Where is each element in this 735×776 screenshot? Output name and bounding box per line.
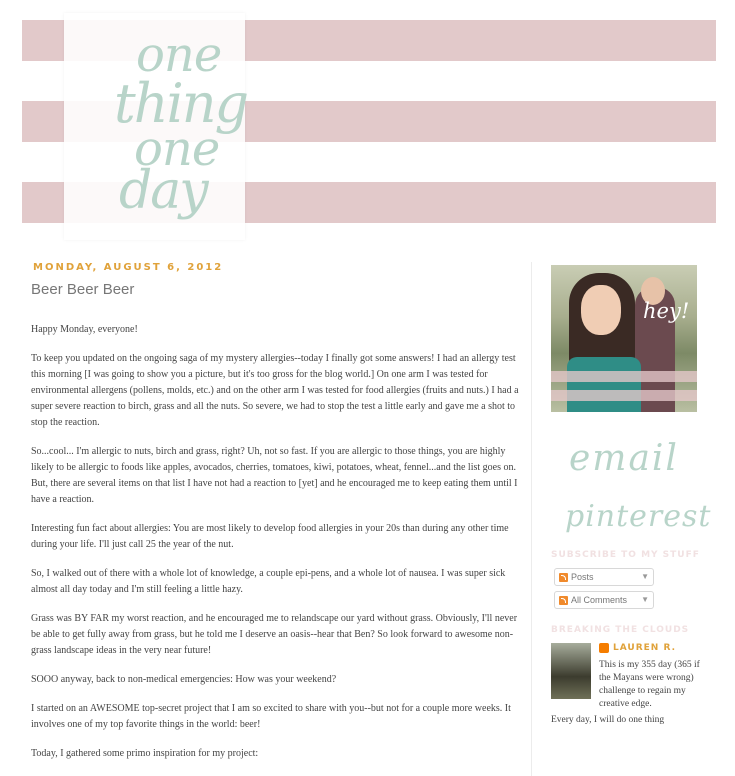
profile-bio: Every day, I will do one thing: [551, 715, 665, 725]
photo-stripe: [551, 390, 697, 401]
post-paragraph: So, I walked out of there with a whole lot of knowledge, a couple epi-pens, and a whole lot of nausea. I was super sick almost all day today and I'm still feeling a little hazy.: [31, 568, 506, 595]
rss-feed-icon: [559, 573, 568, 582]
email-link[interactable]: email: [569, 438, 679, 479]
post-paragraph: I started on an AWESOME top-secret project that I am so excited to share with you--but not for a couple more weeks. It involves one of my top favorite things in the world: beer!: [31, 703, 511, 730]
blog-logo[interactable]: [64, 13, 248, 240]
logo-word: one: [134, 121, 220, 177]
post-title[interactable]: Beer Beer Beer: [31, 281, 135, 298]
photo-figure: [581, 285, 621, 335]
profile-name[interactable]: LAUREN R.: [613, 643, 676, 653]
post-body: [31, 322, 527, 762]
profile-title: BREAKING THE CLOUDS: [551, 625, 690, 635]
logo-word: day: [119, 161, 207, 221]
blogger-icon: [599, 643, 609, 653]
pinterest-link[interactable]: pinterest: [565, 499, 712, 534]
subscribe-title: SUBSCRIBE TO MY STUFF: [551, 550, 700, 560]
blog-header[interactable]: [22, 20, 716, 223]
column-divider: [531, 262, 532, 776]
sidebar: [551, 265, 712, 725]
photo-figure: [567, 357, 641, 412]
post-paragraph: Happy Monday, everyone!: [31, 324, 138, 335]
photo-stripe: [551, 371, 697, 382]
post-paragraph: Today, I gathered some primo inspiration for my project:: [31, 748, 259, 759]
subscribe-posts-label: Posts: [571, 572, 594, 582]
subscribe-comments-button[interactable]: [554, 591, 654, 609]
profile-name-row[interactable]: [599, 643, 676, 653]
rss-feed-icon: [559, 596, 568, 605]
chevron-down-icon: ▼: [641, 572, 649, 581]
profile-bio: This is my 355 day (365 if the Mayans were wrong) challenge to regain my creative edge.: [599, 660, 700, 709]
profile-photo[interactable]: [551, 265, 697, 412]
post-paragraph: SOOO anyway, back to non-medical emergencies: How was your weekend?: [31, 674, 337, 685]
post-paragraph: Grass was BY FAR my worst reaction, and he encouraged me to relandscape our yard without grass. Obviously, I'll never be able to get fully away from grass, but he told me I deserve an oasis--hear that Ben? So look forward to awesome non-grass landscape ideas in the very near future!: [31, 613, 518, 656]
post-column: [31, 262, 527, 775]
post-paragraph: Interesting fun fact about allergies: You are most likely to develop food allergies in your 20s than during any other time during your life. I'll just call 25 the year of the nut.: [31, 523, 509, 550]
avatar[interactable]: [551, 643, 591, 699]
logo-word: thing: [114, 72, 248, 135]
subscribe-comments-label: All Comments: [571, 595, 628, 605]
chevron-down-icon: ▼: [641, 595, 649, 604]
hey-text: hey!: [643, 299, 690, 323]
logo-word: one: [136, 27, 222, 83]
post-paragraph: So...cool... I'm allergic to nuts, birch and grass, right? Uh, not so fast. If you are allergic to those things, you are highly likely to be allergic to foods like apples, avocados, cherries, tomatoes, kiwi, potatoes, wheat, fennel...and the list goes on. But, there are several items on that list I have not had a reaction to [yet] and he encouraged me to keep eating them until I have a reaction.: [31, 446, 518, 505]
post-date: MONDAY, AUGUST 6, 2012: [33, 262, 224, 273]
subscribe-posts-button[interactable]: [554, 568, 654, 586]
post-paragraph: To keep you updated on the ongoing saga of my mystery allergies--today I finally got some answers! I had an allergy test this morning [I was going to show you a picture, but it's too gross for the blog world.] On one arm I was tested for environmental allergens (pollens, molds, etc.) and on the other arm I was tested for food allergies (fruits and nuts.) I had a super severe reaction to birch, grass and all the nuts. So severe, we had to stop the test a little early and gave me a shot to stop the reaction.: [31, 353, 519, 428]
